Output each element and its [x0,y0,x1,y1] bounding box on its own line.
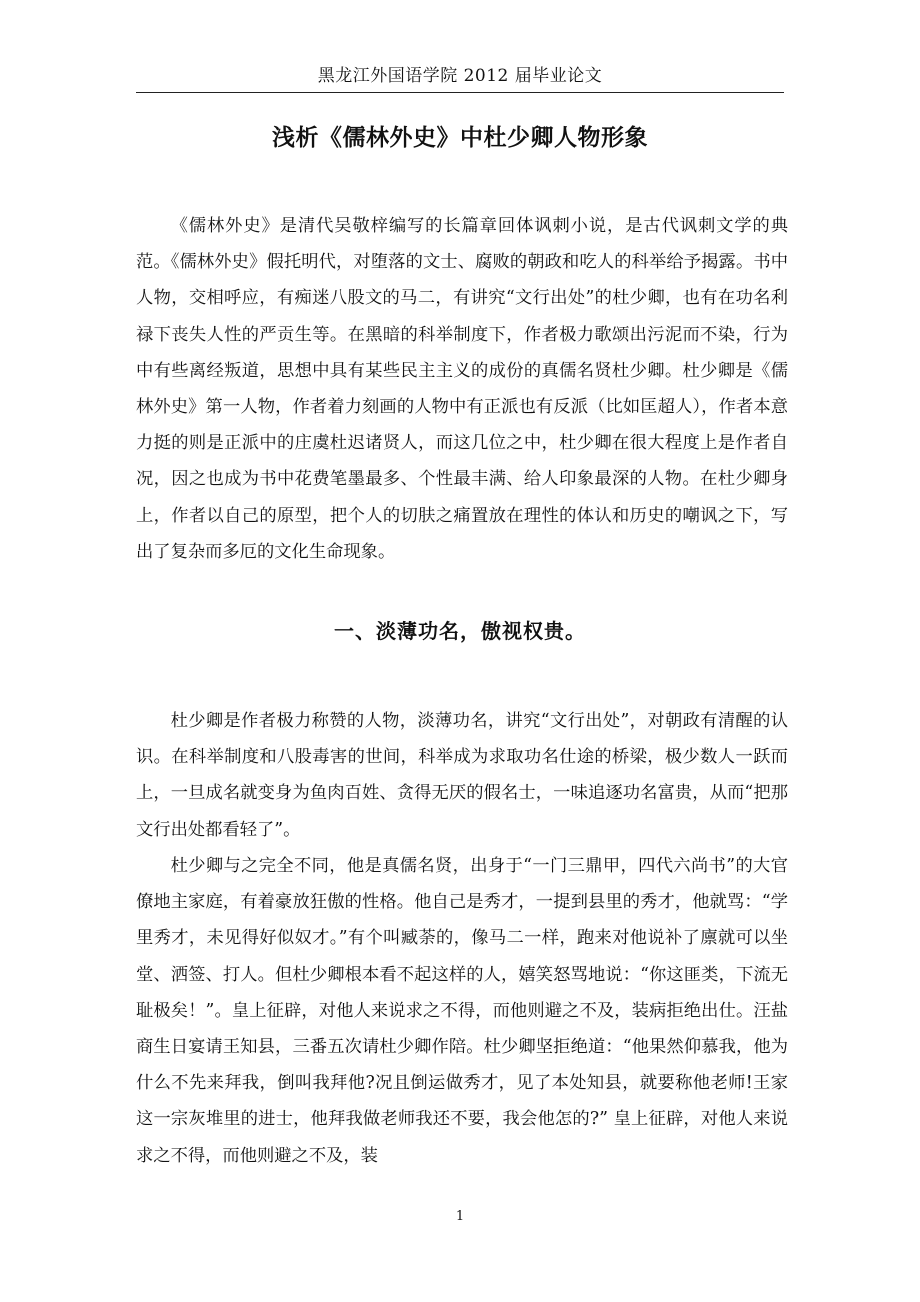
body-paragraph: 杜少卿是作者极力称赞的人物，淡薄功名，讲究“文行出处”，对朝政有清醒的认识。在科举制度和八股毒害的世间，科举成为求取功名仕途的桥梁，极少数人一跃而上，一旦成名就变身为鱼肉百姓、贪得无厌的假名士，一味追逐功名富贵，从而“把那文行出处都看轻了”。 [136,711,788,840]
page-number: 1 [455,1209,465,1224]
section-heading-1: 一、淡薄功名，傲视权贵。 [334,619,586,643]
body-paragraph: 杜少卿与之完全不同，他是真儒名贤，出身于“一门三鼎甲，四代六尚书”的大官僚地主家庭，有着豪放狂傲的性格。他自己是秀才，一提到县里的秀才，他就骂：“学里秀才，未见得好似奴才。”有个叫臧荼的，像马二一样，跑来对他说补了廪就可以坐堂、洒签、打人。但杜少卿根本看不起这样的人，嬉笑怒骂地说：“你这匪类，下流无耻极矣！”。皇上征辟，对他人来说求之不得，而他则避之不及，装病拒绝出仕。汪盐商生日宴请王知县，三番五次请杜少卿作陪。杜少卿坚拒绝道：“他果然仰慕我，他为什么不先来拜我，倒叫我拜他?况且倒运做秀才，见了本处知县，就要称他老师!王家这一宗灰堆里的进士，他拜我做老师我还不要，我会他怎的?” 皇上征辟，对他人来说求之不得，而他则避之不及，装 [136,856,788,1166]
document-title: 浅析《儒林外史》中杜少卿人物形象 [272,125,648,151]
page-header: 黑龙江外国语学院 2012 届毕业论文 [317,66,603,86]
intro-paragraph: 《儒林外史》是清代吴敬梓编写的长篇章回体讽刺小说，是古代讽刺文学的典范。《儒林外史》假托明代，对堕落的文士、腐败的朝政和吃人的科举给予揭露。书中人物，交相呼应，有痴迷八股文的马二，有讲究“文行出处”的杜少卿，也有在功名利禄下丧失人性的严贡生等。在黑暗的科举制度下，作者极力歌颂出污泥而不染，行为中有些离经叛道，思想中具有某些民主主义的成份的真儒名贤杜少卿。杜少卿是《儒林外史》第一人物，作者着力刻画的人物中有正派也有反派（比如匡超人），作者本意力挺的则是正派中的庄虞杜迟诸贤人，而这几位之中，杜少卿在很大程度上是作者自况，因之也成为书中花费笔墨最多、个性最丰满、给人印象最深的人物。在杜少卿身上，作者以自己的原型，把个人的切肤之痛置放在理性的体认和历史的嘲讽之下，写出了复杂而多厄的文化生命现象。 [136,216,788,562]
header-rule [136,92,784,93]
